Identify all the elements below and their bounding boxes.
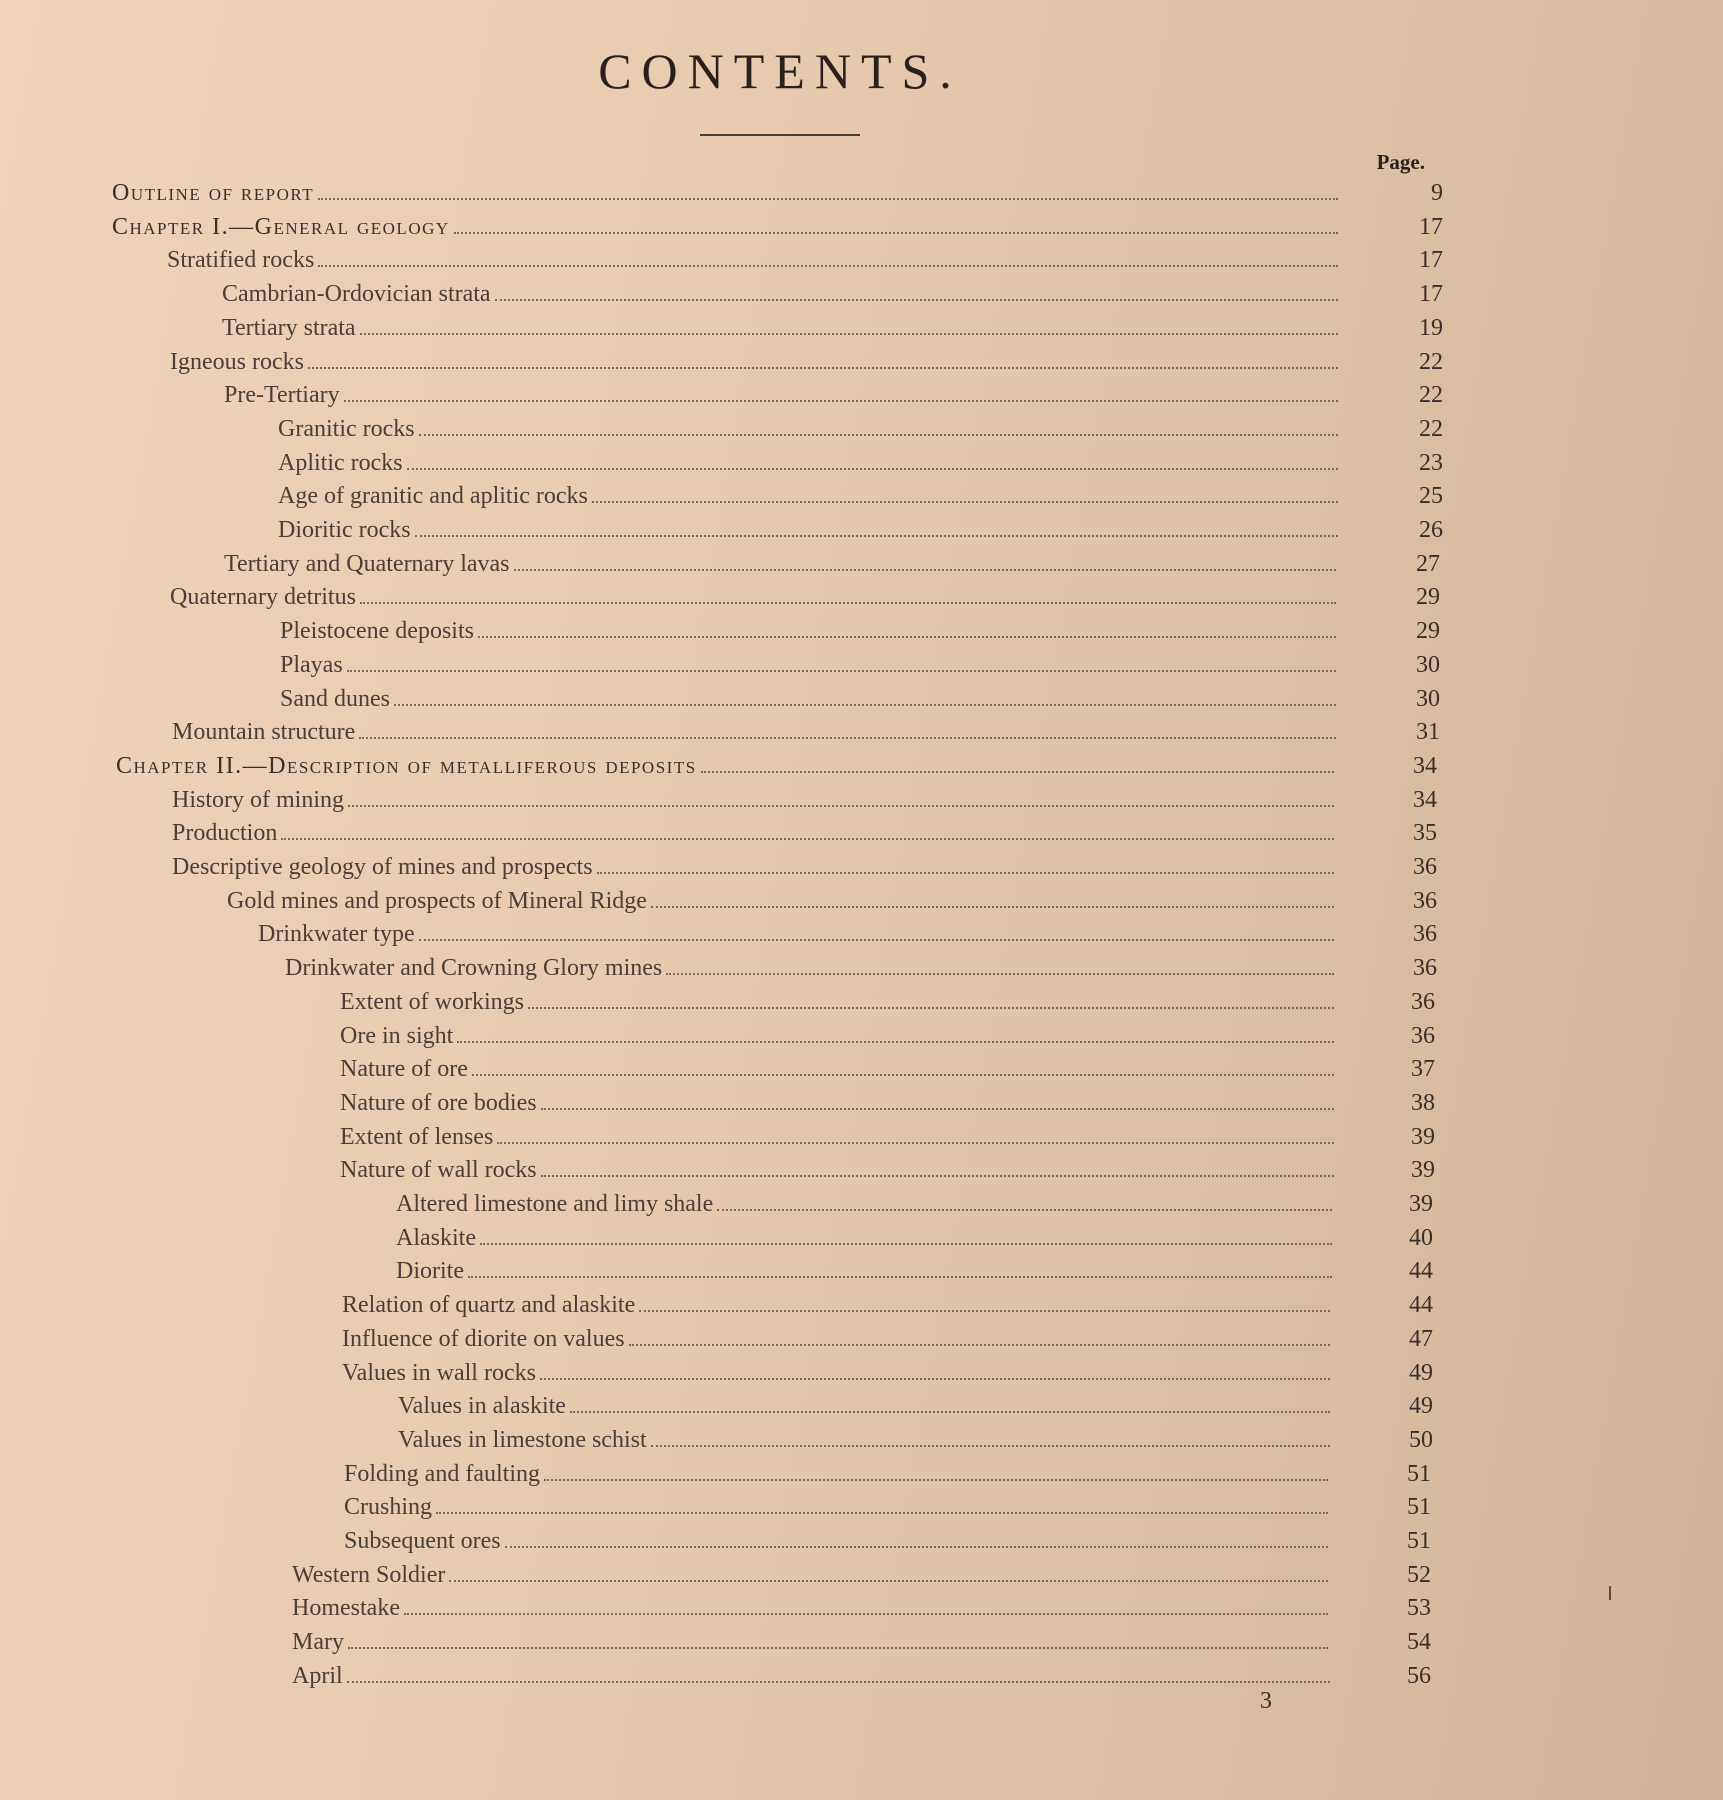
toc-entry-page: 35: [1413, 820, 1437, 847]
toc-entry: [340, 1157, 1435, 1191]
toc-entry-page: 37: [1411, 1056, 1435, 1083]
toc-entry-label: Values in limestone schist: [398, 1426, 647, 1453]
toc-entry-label: Tertiary and Quaternary lavas: [224, 550, 510, 577]
toc-entry: [398, 1426, 1433, 1461]
dot-leader: [348, 804, 1334, 807]
dot-leader: [528, 1006, 1334, 1009]
toc-entry-label: Extent of lenses: [340, 1123, 494, 1150]
toc-entry-label: Pre-Tertiary: [224, 382, 340, 409]
dot-leader: [318, 197, 1338, 200]
toc-entry-label: Mary: [292, 1629, 344, 1656]
toc-entry-label: Descriptive geology of mines and prospects: [172, 854, 593, 880]
dot-leader: [419, 938, 1334, 941]
dot-leader: [360, 332, 1338, 335]
toc-entry-label: Playas: [280, 651, 343, 678]
dot-leader: [597, 871, 1334, 874]
toc-entry-page: 36: [1413, 854, 1437, 880]
dot-leader: [540, 1377, 1330, 1380]
toc-entry-label: Quaternary detritus: [170, 584, 356, 611]
toc-entry-label: Stratified rocks: [167, 247, 315, 274]
toc-entry-label: Western Soldier: [292, 1561, 446, 1588]
toc-entry: [292, 1561, 1431, 1596]
toc-entry-label: Chapter II.—Description of metalliferous deposits: [116, 752, 697, 779]
dot-leader: [701, 770, 1334, 773]
toc-entry: [172, 786, 1437, 821]
toc-entry-page: 27: [1416, 550, 1440, 577]
toc-entry-page: 47: [1409, 1325, 1433, 1352]
toc-entry-page: 17: [1419, 281, 1443, 308]
toc-entry: [396, 1258, 1433, 1292]
dot-leader: [404, 1612, 1328, 1615]
toc-entry-label: Nature of ore: [340, 1056, 468, 1083]
toc-entry: [172, 854, 1437, 888]
toc-entry-label: Folding and faulting: [344, 1460, 540, 1487]
dot-leader: [449, 1579, 1328, 1582]
toc-entry: [280, 618, 1440, 652]
toc-entry: [340, 1056, 1435, 1090]
toc-entry: [167, 247, 1443, 281]
toc-entry: [292, 1595, 1431, 1629]
toc-entry: [222, 314, 1443, 349]
toc-entry: [344, 1528, 1431, 1562]
dot-leader: [454, 231, 1338, 234]
toc-entry-page: 22: [1419, 415, 1443, 442]
toc-entry-label: Drinkwater type: [258, 921, 415, 948]
toc-entry-page: 22: [1419, 382, 1443, 409]
dot-leader: [639, 1309, 1330, 1312]
toc-entry-label: Crushing: [344, 1494, 433, 1521]
dot-leader: [505, 1545, 1328, 1548]
toc-entry-page: 36: [1413, 887, 1437, 914]
toc-entry-page: 34: [1413, 752, 1437, 779]
dot-leader: [419, 433, 1338, 436]
toc-entry-label: Age of granitic and aplitic rocks: [278, 483, 588, 510]
toc-entry: [172, 820, 1437, 854]
dot-leader: [629, 1343, 1330, 1346]
toc-entry: [340, 1123, 1435, 1158]
toc-entry-label: Granitic rocks: [278, 415, 415, 442]
page-title: CONTENTS.: [598, 43, 962, 99]
dot-leader: [281, 837, 1334, 840]
toc-entry-page: 39: [1411, 1157, 1435, 1184]
toc-entry-page: 49: [1409, 1359, 1433, 1386]
toc-entry-label: Nature of ore bodies: [340, 1089, 537, 1116]
toc-entry-label: Homestake: [292, 1595, 400, 1622]
toc-entry: [340, 1089, 1435, 1124]
toc-entry: [344, 1494, 1431, 1528]
toc-entry-page: 53: [1407, 1595, 1431, 1622]
dot-leader: [497, 1141, 1334, 1144]
dot-leader: [480, 1242, 1332, 1245]
toc-entry-page: 44: [1409, 1258, 1433, 1285]
toc-entry-page: 30: [1416, 651, 1440, 678]
toc-entry: [342, 1359, 1433, 1394]
toc-entry-page: 38: [1411, 1089, 1435, 1116]
toc-entry-label: Influence of diorite on values: [342, 1325, 625, 1352]
toc-entry-label: Sand dunes: [280, 685, 390, 712]
toc-entry-page: 56: [1407, 1662, 1431, 1689]
dot-leader: [457, 1040, 1334, 1043]
toc-entry-label: Drinkwater and Crowning Glory mines: [285, 955, 663, 982]
toc-entry-page: 17: [1419, 213, 1443, 240]
dot-leader: [651, 905, 1334, 908]
toc-entry: [116, 752, 1437, 787]
toc-entry-page: 19: [1419, 314, 1443, 341]
toc-entry-label: Alaskite: [396, 1224, 476, 1251]
toc-entry-label: Values in alaskite: [398, 1393, 566, 1420]
toc-entry: [285, 955, 1437, 989]
toc-entry: [224, 382, 1443, 416]
dot-leader: [541, 1174, 1334, 1177]
toc-entry: [278, 415, 1443, 450]
toc-entry-label: History of mining: [172, 786, 344, 813]
toc-entry-page: 26: [1419, 517, 1443, 543]
toc-entry: [292, 1662, 1431, 1697]
dot-leader: [436, 1511, 1328, 1514]
toc-entry: [227, 887, 1437, 922]
toc-entry: [112, 213, 1443, 248]
toc-entry-page: 51: [1407, 1528, 1431, 1554]
toc-entry-page: 50: [1409, 1426, 1433, 1453]
toc-entry-page: 25: [1419, 483, 1443, 510]
toc-entry: [280, 651, 1440, 686]
toc-entry: [278, 483, 1443, 517]
toc-entry-page: 49: [1409, 1393, 1433, 1420]
toc-entry: [172, 719, 1440, 753]
dot-leader: [592, 500, 1338, 503]
dot-leader: [318, 264, 1338, 267]
toc-entry: [278, 517, 1443, 551]
toc-entry-label: Extent of workings: [340, 988, 524, 1015]
dot-leader: [717, 1208, 1332, 1211]
toc-entry-label: Diorite: [396, 1258, 464, 1285]
toc-entry-label: Chapter I.—General geology: [112, 213, 450, 240]
dot-leader: [495, 298, 1338, 301]
toc-entry-page: 22: [1419, 348, 1443, 375]
toc-entry-page: 29: [1416, 584, 1440, 611]
toc-entry-page: 17: [1419, 247, 1443, 274]
toc-entry-label: Subsequent ores: [344, 1528, 501, 1554]
toc-entry-page: 36: [1413, 955, 1437, 982]
toc-entry-label: Pleistocene deposits: [280, 618, 474, 645]
toc-entry-label: Outline of report: [112, 180, 315, 206]
toc-entry-label: Production: [172, 820, 278, 847]
toc-entry: [396, 1224, 1433, 1259]
dot-leader: [348, 1646, 1328, 1649]
toc-entry: [342, 1292, 1433, 1326]
toc-entry-label: Altered limestone and limy shale: [396, 1191, 714, 1217]
dot-leader: [347, 669, 1336, 672]
toc-entry-label: Nature of wall rocks: [340, 1157, 537, 1184]
toc-entry-label: April: [292, 1662, 343, 1689]
toc-entry: [344, 1460, 1431, 1495]
toc-entry-page: 39: [1411, 1123, 1435, 1150]
toc-entry: [170, 348, 1443, 383]
toc-entry-page: 52: [1407, 1561, 1431, 1588]
dot-leader: [478, 635, 1336, 638]
toc-entry: [398, 1393, 1433, 1427]
dot-leader: [666, 972, 1334, 975]
dot-leader: [514, 568, 1336, 571]
toc-entry-page: 44: [1409, 1292, 1433, 1319]
page-column-label: Page.: [1376, 150, 1425, 174]
title-rule: [700, 134, 860, 136]
toc-entry-page: 36: [1411, 1022, 1435, 1049]
toc-entry: [278, 449, 1443, 484]
toc-entry-page: 40: [1409, 1224, 1433, 1251]
toc-entry-page: 23: [1419, 449, 1443, 476]
dot-leader: [394, 703, 1336, 706]
toc-entry-page: 9: [1431, 180, 1443, 206]
toc-entry-label: Relation of quartz and alaskite: [342, 1292, 636, 1319]
toc-entry-label: Values in wall rocks: [342, 1359, 536, 1386]
toc-entry-page: 51: [1407, 1460, 1431, 1487]
toc-entry-page: 36: [1411, 988, 1435, 1015]
toc-entry-label: Cambrian-Ordovician strata: [222, 281, 491, 308]
toc-entry-label: Gold mines and prospects of Mineral Ridge: [227, 887, 647, 914]
dot-leader: [359, 736, 1336, 739]
dot-leader: [544, 1478, 1328, 1481]
dot-leader: [651, 1444, 1330, 1447]
toc-entry: [224, 550, 1440, 585]
toc-entry: [258, 921, 1437, 955]
toc-entry: [292, 1629, 1431, 1663]
toc-entry-page: 51: [1407, 1494, 1431, 1521]
toc-entry-page: 30: [1416, 685, 1440, 712]
page-number: 3: [1260, 1688, 1272, 1714]
toc-entry-page: 34: [1413, 786, 1437, 813]
toc-entry-page: 29: [1416, 618, 1440, 645]
toc-entry-label: Tertiary strata: [222, 314, 356, 341]
dot-leader: [541, 1107, 1334, 1110]
dot-leader: [347, 1680, 1330, 1683]
dot-leader: [407, 467, 1338, 470]
toc-entry: [342, 1325, 1433, 1360]
toc-entry-page: 54: [1407, 1629, 1431, 1656]
toc-entry-label: Aplitic rocks: [278, 449, 403, 476]
toc-entry: [112, 180, 1443, 214]
dot-leader: [570, 1410, 1330, 1413]
toc-entry-page: 39: [1409, 1191, 1433, 1217]
toc-entry: [222, 281, 1443, 315]
toc-entry: [280, 685, 1440, 720]
toc-entry-page: 31: [1416, 719, 1440, 746]
stray-mark: [1609, 1586, 1611, 1600]
toc-entry: [340, 988, 1435, 1023]
toc-entry-label: Mountain structure: [172, 719, 356, 746]
dot-leader: [308, 366, 1338, 369]
dot-leader: [344, 399, 1338, 402]
toc-entry-page: 36: [1413, 921, 1437, 948]
dot-leader: [415, 534, 1338, 537]
toc-entry-label: Dioritic rocks: [278, 517, 411, 543]
dot-leader: [468, 1275, 1332, 1278]
toc-entry-label: Ore in sight: [340, 1022, 454, 1049]
toc-entry: [396, 1191, 1433, 1225]
dot-leader: [472, 1073, 1334, 1076]
toc-entry: [170, 584, 1440, 618]
toc-entry-label: Igneous rocks: [170, 348, 304, 375]
dot-leader: [360, 601, 1336, 604]
toc-entry: [340, 1022, 1435, 1057]
